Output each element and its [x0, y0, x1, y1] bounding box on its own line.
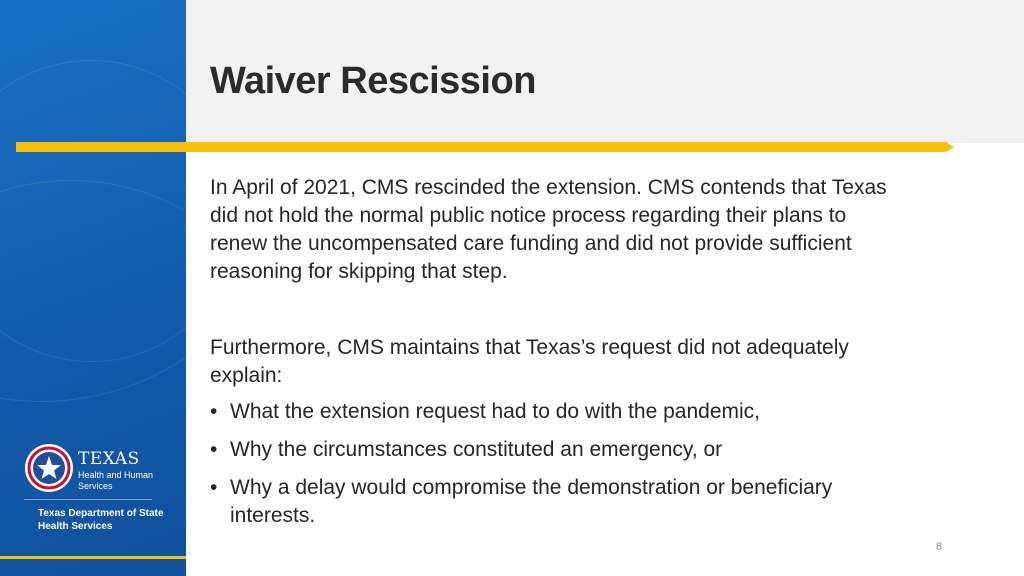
- gold-divider-bar: [16, 142, 946, 152]
- bullet-text: Why the circumstances constituted an emergency, or: [230, 438, 723, 461]
- gold-divider-tip: [946, 142, 954, 152]
- list-item: [210, 398, 900, 426]
- bullet-list: [210, 398, 900, 530]
- bullet-icon: •: [210, 476, 218, 499]
- slide-title: Waiver Rescission: [210, 60, 536, 102]
- logo-divider: [24, 499, 152, 500]
- list-item: [210, 436, 900, 464]
- bullet-icon: •: [210, 438, 218, 461]
- list-item: [210, 474, 900, 530]
- sidebar-accent-line: [0, 556, 186, 559]
- page-number: 8: [936, 541, 943, 553]
- decorative-arc: [0, 60, 186, 362]
- logo-texas-text: TEXAS: [78, 449, 140, 469]
- bullet-text: What the extension request had to do with the pandemic,: [230, 400, 760, 423]
- bullet-text: Why a delay would compromise the demonstration or beneficiary interests.: [230, 476, 833, 527]
- logo-hhs-text: Health and Human Services: [78, 470, 154, 491]
- dshs-label: Texas Department of State Health Services: [38, 508, 164, 532]
- paragraph-furthermore: Furthermore, CMS maintains that Texas’s request did not adequately explain:: [210, 336, 849, 387]
- hhs-logo: [24, 443, 174, 495]
- paragraph-intro: In April of 2021, CMS rescinded the extension. CMS contends that Texas did not hold the normal public notice process regarding their plans to renew the uncompensated care funding and did not provide sufficient reasoning for skipping that step.: [210, 176, 887, 283]
- texas-seal-icon: [24, 443, 74, 493]
- slide-body: [210, 174, 900, 540]
- bullet-icon: •: [210, 400, 218, 423]
